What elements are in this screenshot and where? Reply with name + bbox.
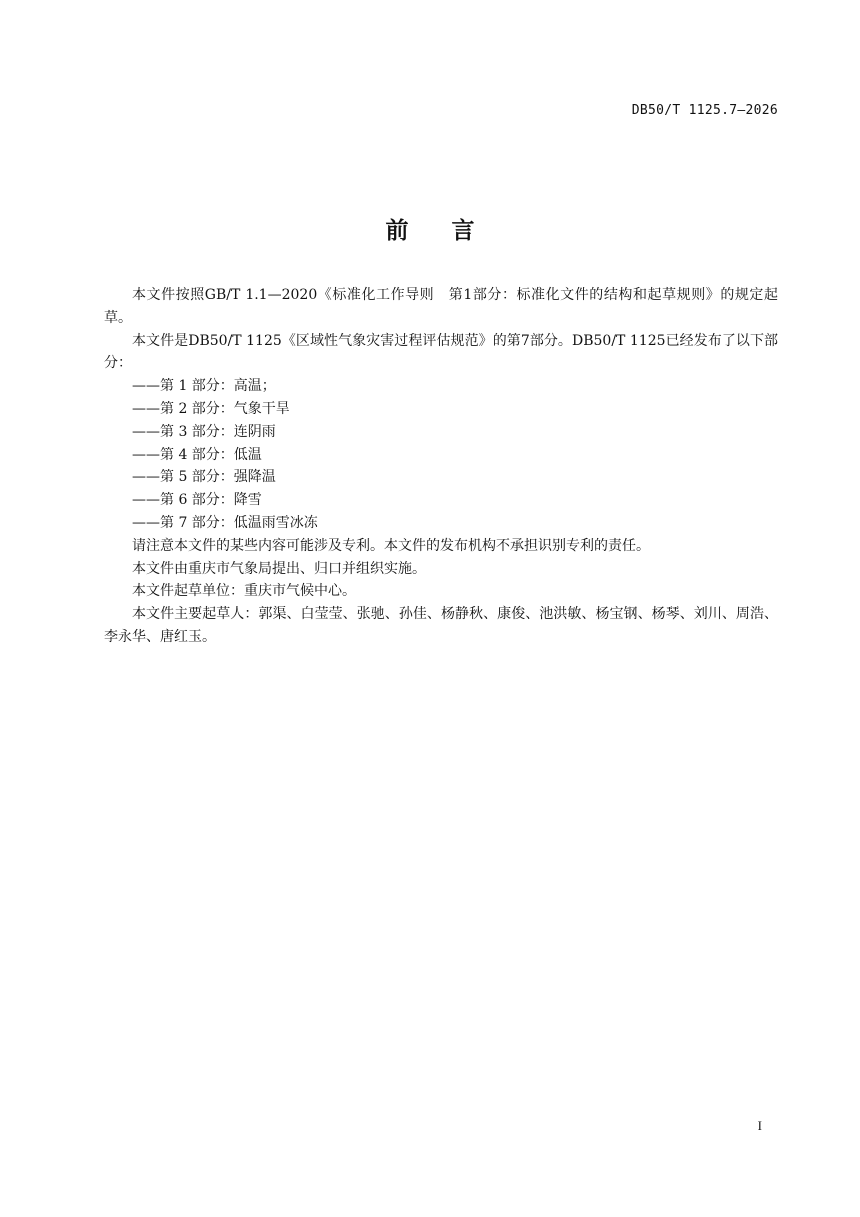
list-item: ——第 5 部分：强降温 [132,469,276,486]
drafting-unit-paragraph: 本文件起草单位：重庆市气候中心。 [132,583,356,600]
list-item: ——第 2 部分：气象干旱 [132,400,290,417]
list-item: ——第 4 部分：低温 [132,446,262,463]
patent-paragraph: 请注意本文件的某些内容可能涉及专利。本文件的发布机构不承担识别专利的责任。 [132,537,650,554]
list-item: ——第 1 部分：高温； [132,378,276,395]
parts-list [104,375,778,535]
page-number: I [757,1118,762,1133]
drafters-paragraph: 本文件主要起草人：郭渠、白莹莹、张驰、孙佳、杨静秋、康俊、池洪敏、杨宝钢、杨琴、刘川、周浩、李永华、唐红玉。 [104,606,778,645]
list-item: ——第 6 部分：降雪 [132,492,262,509]
intro-paragraph: 本文件按照GB/T 1.1—2020《标准化工作导则 第1部分：标准化文件的结构和起草规则》的规定起草。 [104,287,778,326]
list-item: ——第 7 部分：低温雨雪冰冻 [132,514,318,531]
page-title: 前言 [385,218,518,244]
series-paragraph: 本文件是DB50/T 1125《区域性气象灾害过程评估规范》的第7部分。DB50/T 1125已经发布了以下部分： [104,332,778,372]
list-item: ——第 3 部分：连阴雨 [132,423,276,440]
proposer-paragraph: 本文件由重庆市气象局提出、归口并组织实施。 [132,560,426,577]
document-code: DB50/T 1125.7—2026 [631,103,778,118]
foreword-body [104,284,778,649]
